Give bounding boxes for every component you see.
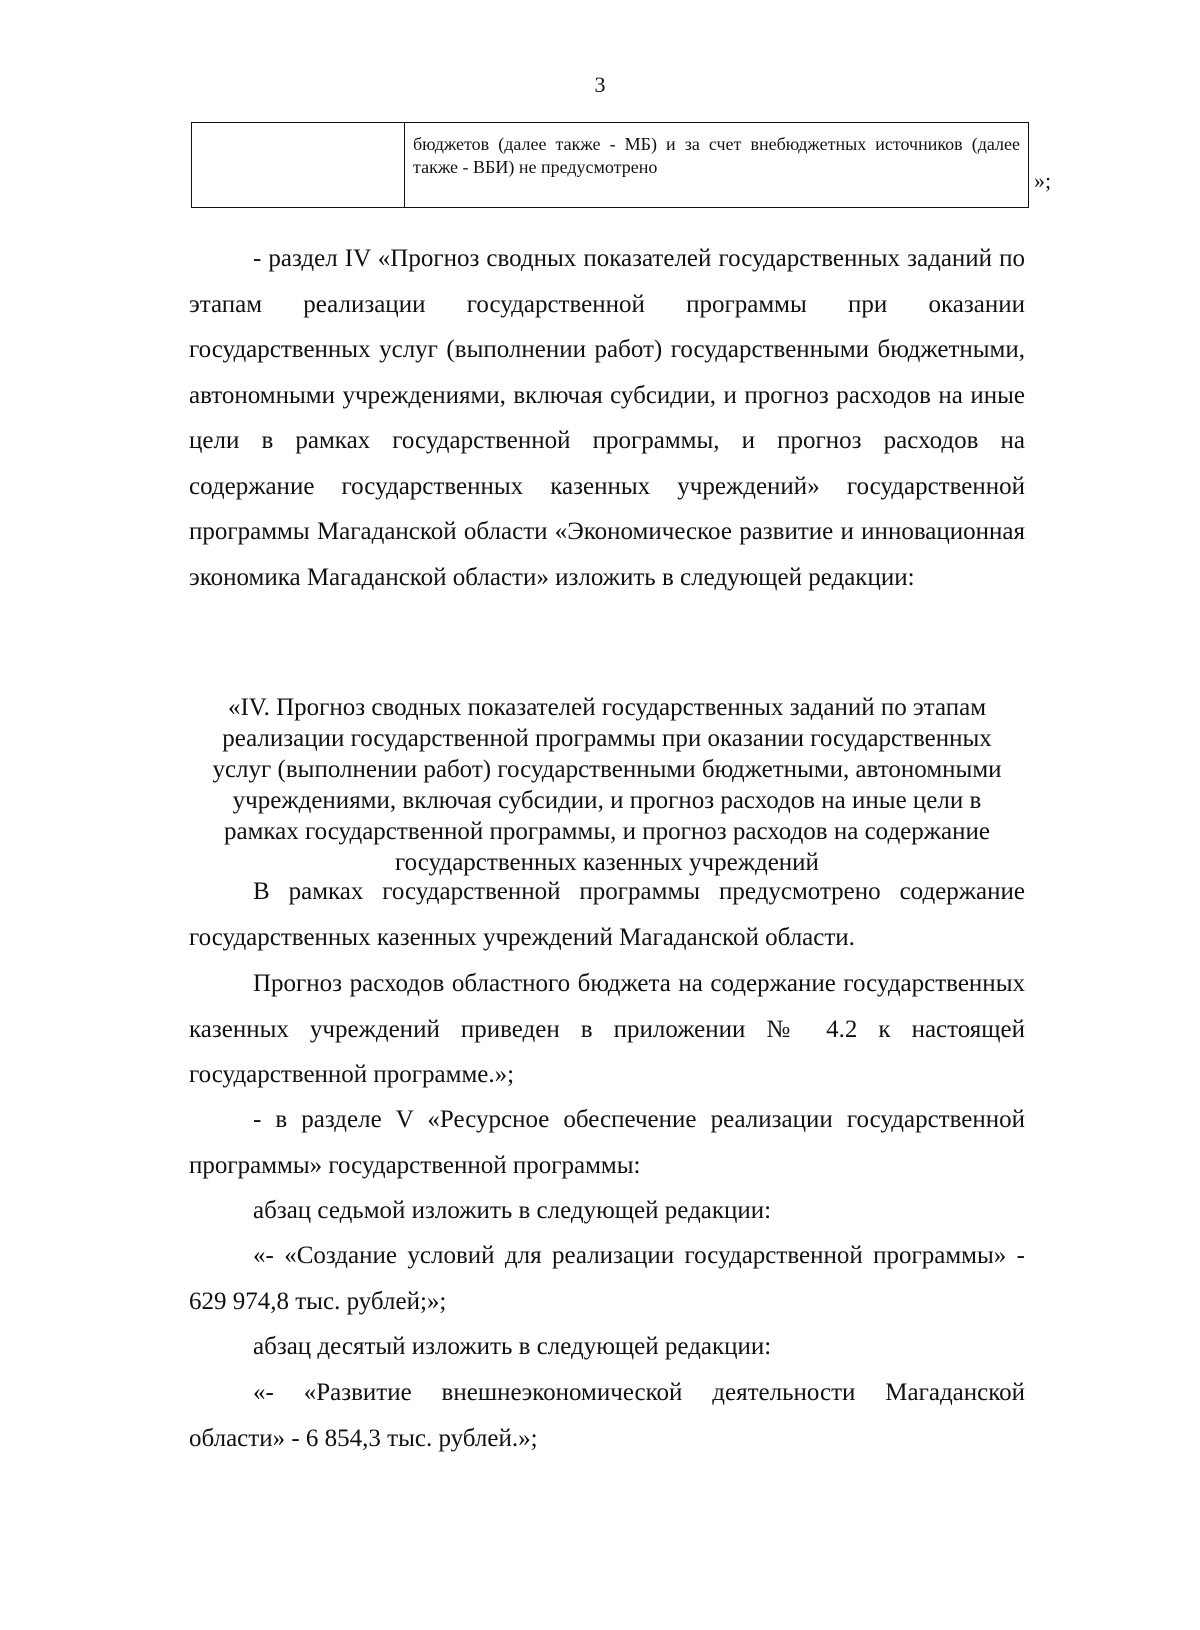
- paragraph-foreign-economic-funding: «- «Развитие внешнеэкономической деятельности Магаданской области» - 6 854,3 тыс. рублей.»;: [189, 1379, 1025, 1452]
- paragraph-section-v: - в разделе V «Ресурсное обеспечение реализации государственной программы» государственной программы:: [189, 1106, 1025, 1179]
- paragraph-seventh-abzac: абзац седьмой изложить в следующей редакции:: [253, 1197, 772, 1224]
- heading-line: услуг (выполнении работ) государственными бюджетными, автономными: [212, 756, 1002, 783]
- table-cell-empty: [192, 123, 405, 207]
- paragraph-conditions-funding: «- «Создание условий для реализации государственной программы» - 629 974,8 тыс. рублей;»;: [189, 1242, 1025, 1315]
- section-iv-heading: [189, 692, 1025, 878]
- heading-line: учреждениями, включая субсидии, и прогноз расходов на иные цели в: [232, 787, 982, 814]
- heading-line: реализации государственной программы при оказании государственных: [222, 725, 992, 752]
- table-cell-text: бюджетов (далее также - МБ) и за счет внебюджетных источников (далее также - ВБИ) не предусмотрено: [413, 134, 1020, 177]
- heading-line: «IV. Прогноз сводных показателей государственных заданий по этапам: [227, 694, 987, 721]
- heading-line: рамках государственной программы, и прогноз расходов на содержание: [224, 818, 990, 845]
- paragraph-section-iv-amendment: - раздел IV «Прогноз сводных показателей государственных заданий по этапам реализации государственной программы при оказании государственных услуг (выполнении работ) государственными бюджетными, автономными учреждениями, включая субсидии, и прогноз расходов на иные цели в рамках государственной программы, и прогноз расходов на содержание государственных казенных учреждений» государственной программы Магаданской области «Экономическое развитие и инновационная экономика Магаданской области» изложить в следующей редакции:: [189, 245, 1025, 591]
- heading-line: государственных казенных учреждений: [395, 849, 819, 876]
- paragraph-forecast: Прогноз расходов областного бюджета на содержание государственных казенных учреждений приведен в приложении № 4.2 к настоящей государственной программе.»;: [189, 970, 1025, 1088]
- continuation-table: [191, 122, 1029, 208]
- page-number: 3: [594, 72, 606, 97]
- paragraph-maintenance: В рамках государственной программы предусмотрено содержание государственных казенных учреждений Магаданской области.: [189, 878, 1025, 951]
- table-closing-quote: »;: [1034, 168, 1052, 193]
- paragraph-tenth-abzac: абзац десятый изложить в следующей редакции:: [253, 1333, 772, 1360]
